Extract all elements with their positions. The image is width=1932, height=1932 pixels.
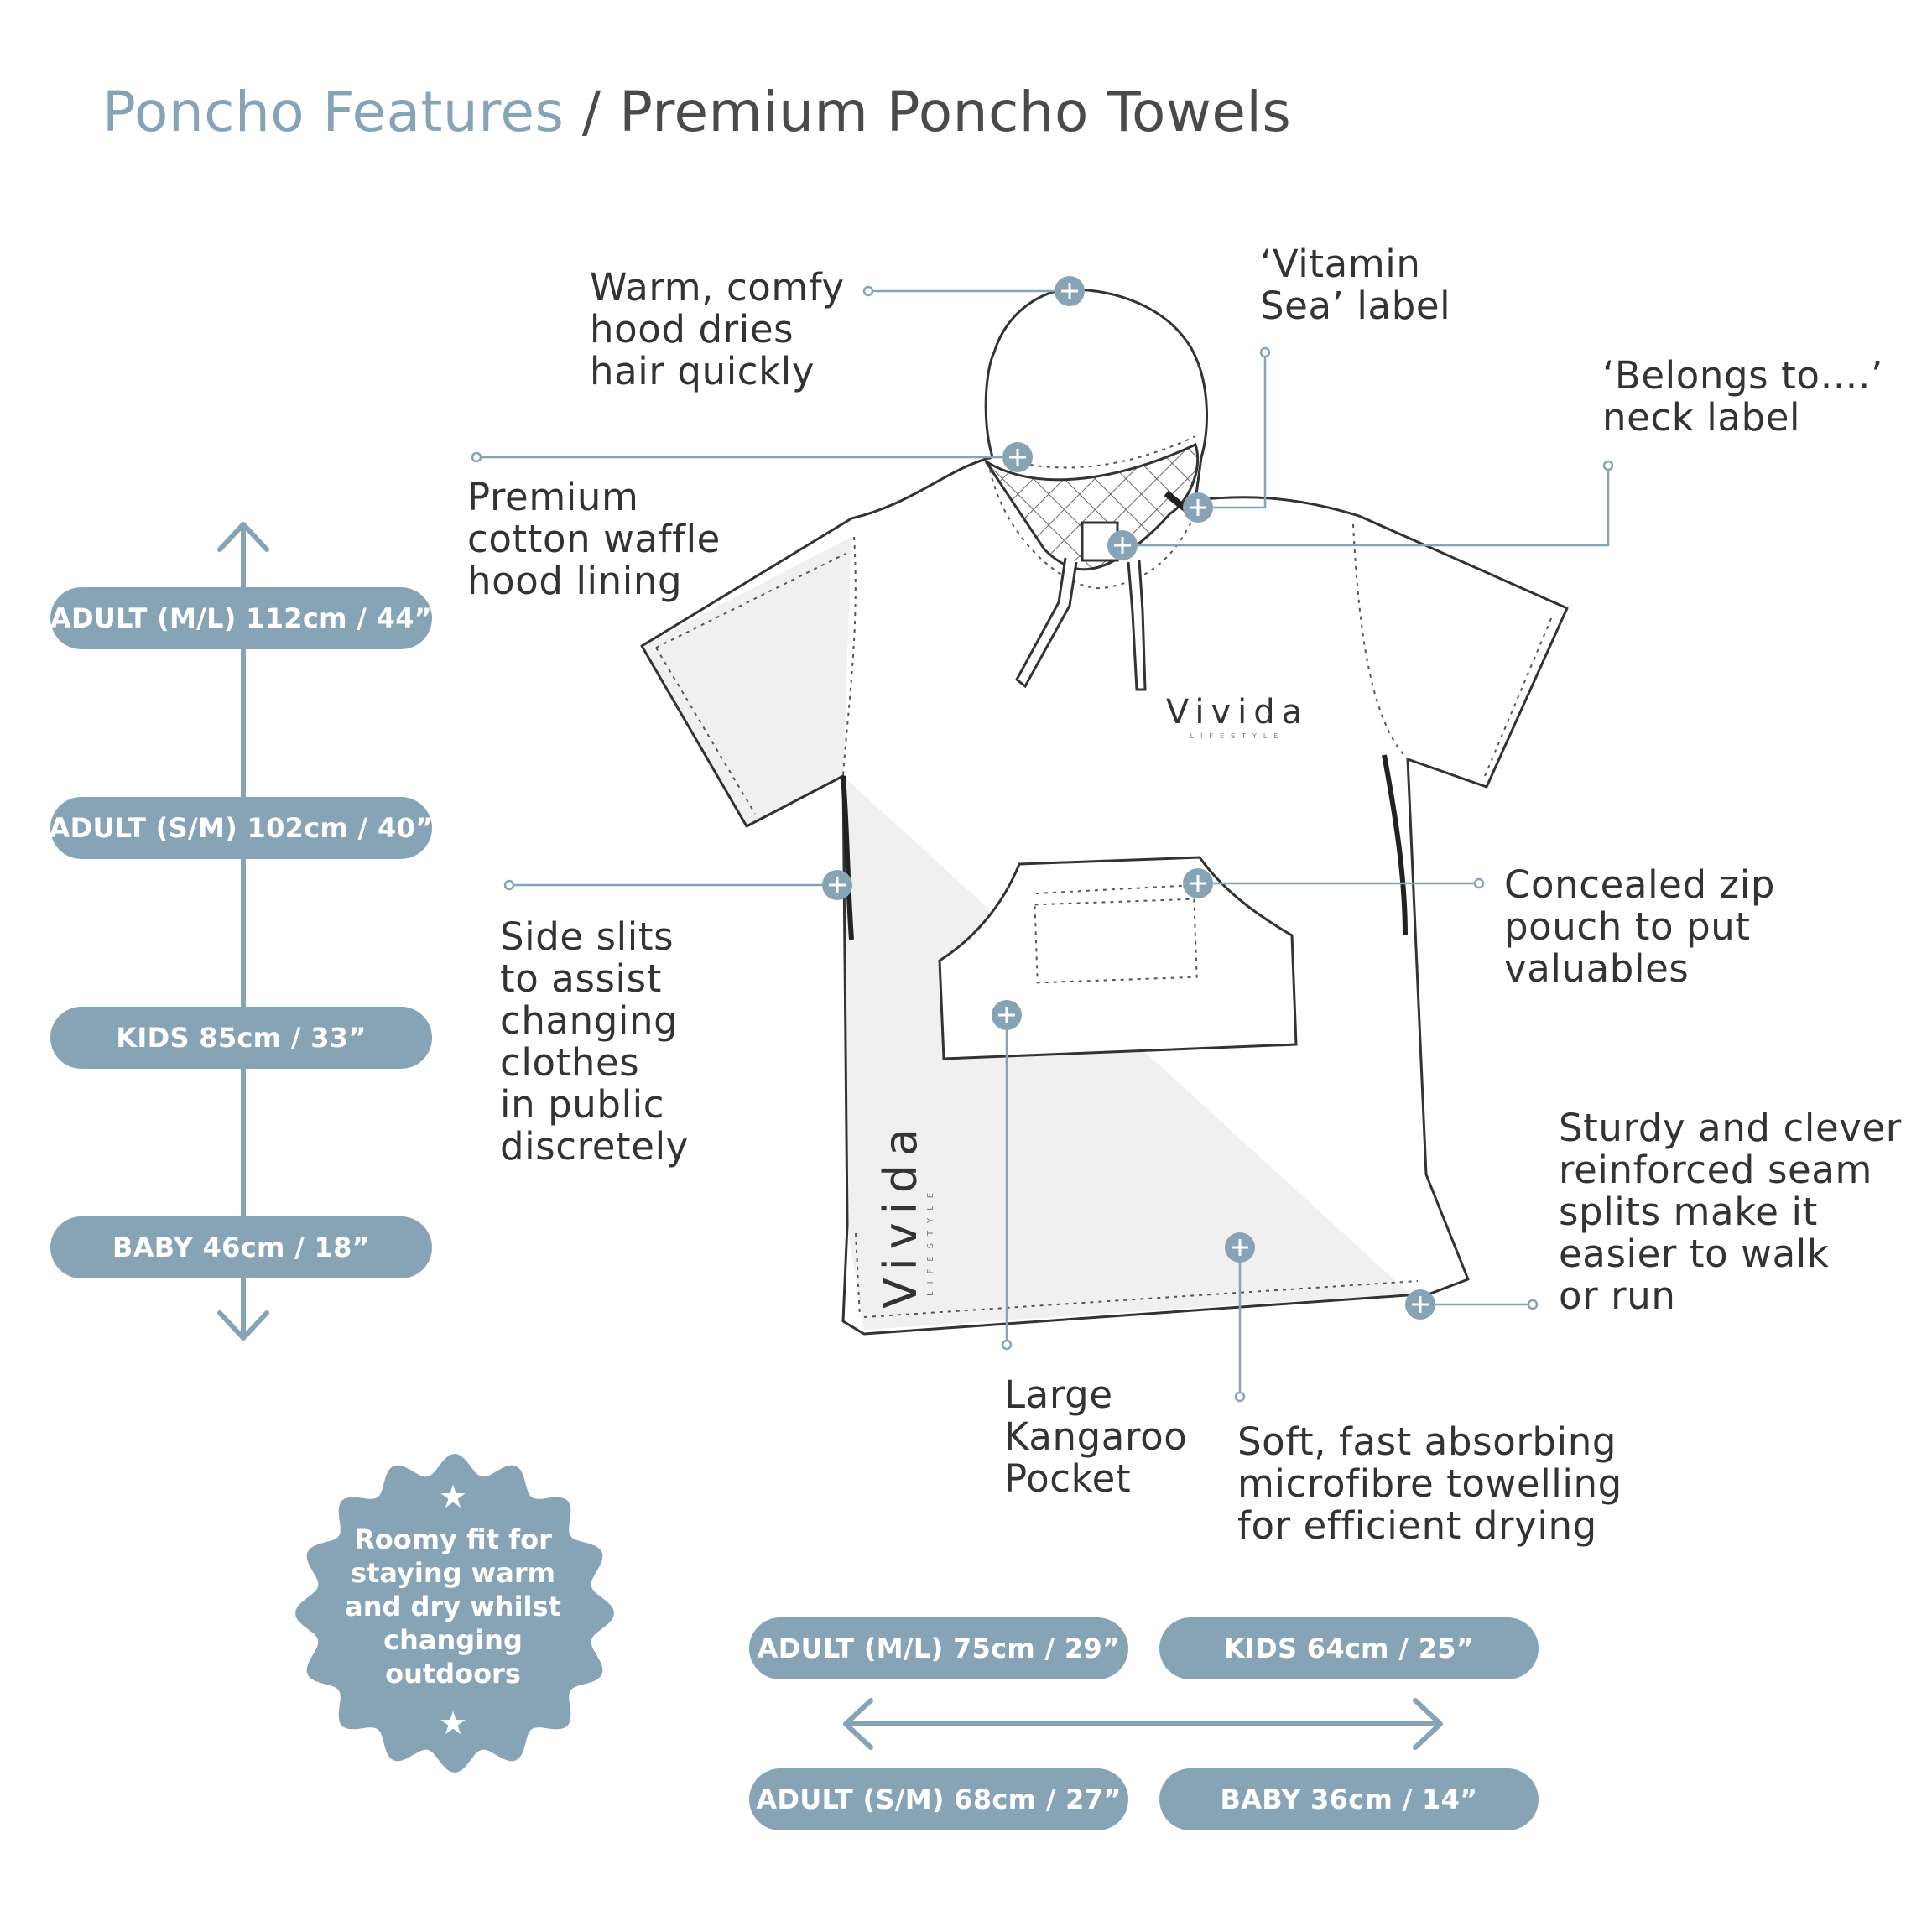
zip-pouch-plus-icon bbox=[1183, 868, 1213, 898]
length-size-baby: BABY 46cm / 18” bbox=[50, 1216, 432, 1278]
hood-callout: Warm, comfy hood dries hair quickly bbox=[590, 265, 845, 393]
roomy-fit-badge-text: Roomy fit for staying warm and dry whilst changing outdoors bbox=[345, 1523, 561, 1690]
side-logo: Vivida bbox=[874, 1119, 927, 1309]
badge-star-top-icon: ★ bbox=[438, 1478, 468, 1515]
chest-logo: Vivida bbox=[1165, 693, 1310, 732]
kangaroo-callout: Large Kangaroo Pocket bbox=[1004, 1372, 1188, 1501]
side-slit-plus-icon bbox=[822, 870, 852, 900]
microfibre-callout: Soft, fast absorbing microfibre towelling for efficient drying bbox=[1237, 1419, 1622, 1548]
width-size-adult-ml: ADULT (M/L) 75cm / 29” bbox=[749, 1617, 1128, 1679]
title-section: Poncho Features bbox=[102, 80, 565, 144]
kangaroo-pocket bbox=[940, 857, 1296, 1059]
neck-label-plus-icon bbox=[1107, 530, 1138, 560]
microfibre-plus-icon bbox=[1225, 1232, 1255, 1263]
neck-label-callout: ‘Belongs to….’ neck label bbox=[1602, 353, 1883, 440]
vitamin-label-plus-icon bbox=[1183, 492, 1213, 523]
length-size-adult-sm: ADULT (S/M) 102cm / 40” bbox=[50, 797, 432, 859]
side-slits-callout: Side slits to assist changing clothes in public discretely bbox=[500, 914, 689, 1169]
chest-logo-tagline: LIFESTYLE bbox=[1190, 732, 1285, 740]
right-drawstring bbox=[1128, 560, 1145, 690]
width-size-kids: KIDS 64cm / 25” bbox=[1159, 1617, 1539, 1679]
side-logo-tagline: LIFESTYLE bbox=[926, 1185, 935, 1296]
zip-pouch-callout: Concealed zip pouch to put valuables bbox=[1504, 862, 1776, 991]
title-separator: / bbox=[564, 80, 620, 144]
seam-plus-icon bbox=[1405, 1289, 1435, 1320]
badge-star-bottom-icon: ★ bbox=[438, 1705, 468, 1742]
left-drawstring bbox=[1017, 558, 1076, 686]
pocket-plus-icon bbox=[992, 1000, 1022, 1030]
width-size-baby: BABY 36cm / 14” bbox=[1159, 1768, 1539, 1830]
title-subtitle: Premium Poncho Towels bbox=[619, 80, 1292, 144]
waffle-plus-icon bbox=[1002, 442, 1033, 472]
length-size-adult-ml: ADULT (M/L) 112cm / 44” bbox=[50, 587, 432, 649]
hood-plus-icon bbox=[1055, 276, 1085, 306]
waffle-callout: Premium cotton waffle hood lining bbox=[467, 475, 721, 603]
seam-splits-callout: Sturdy and clever reinforced seam splits make it easier to walk or run bbox=[1559, 1106, 1902, 1318]
vitamin-label-callout: ‘Vitamin Sea’ label bbox=[1260, 242, 1451, 328]
width-arrow bbox=[846, 1700, 1440, 1747]
length-size-kids: KIDS 85cm / 33” bbox=[50, 1007, 432, 1069]
poncho-illustration bbox=[642, 289, 1567, 1334]
width-size-adult-sm: ADULT (S/M) 68cm / 27” bbox=[749, 1768, 1128, 1830]
right-slit bbox=[1384, 755, 1405, 935]
